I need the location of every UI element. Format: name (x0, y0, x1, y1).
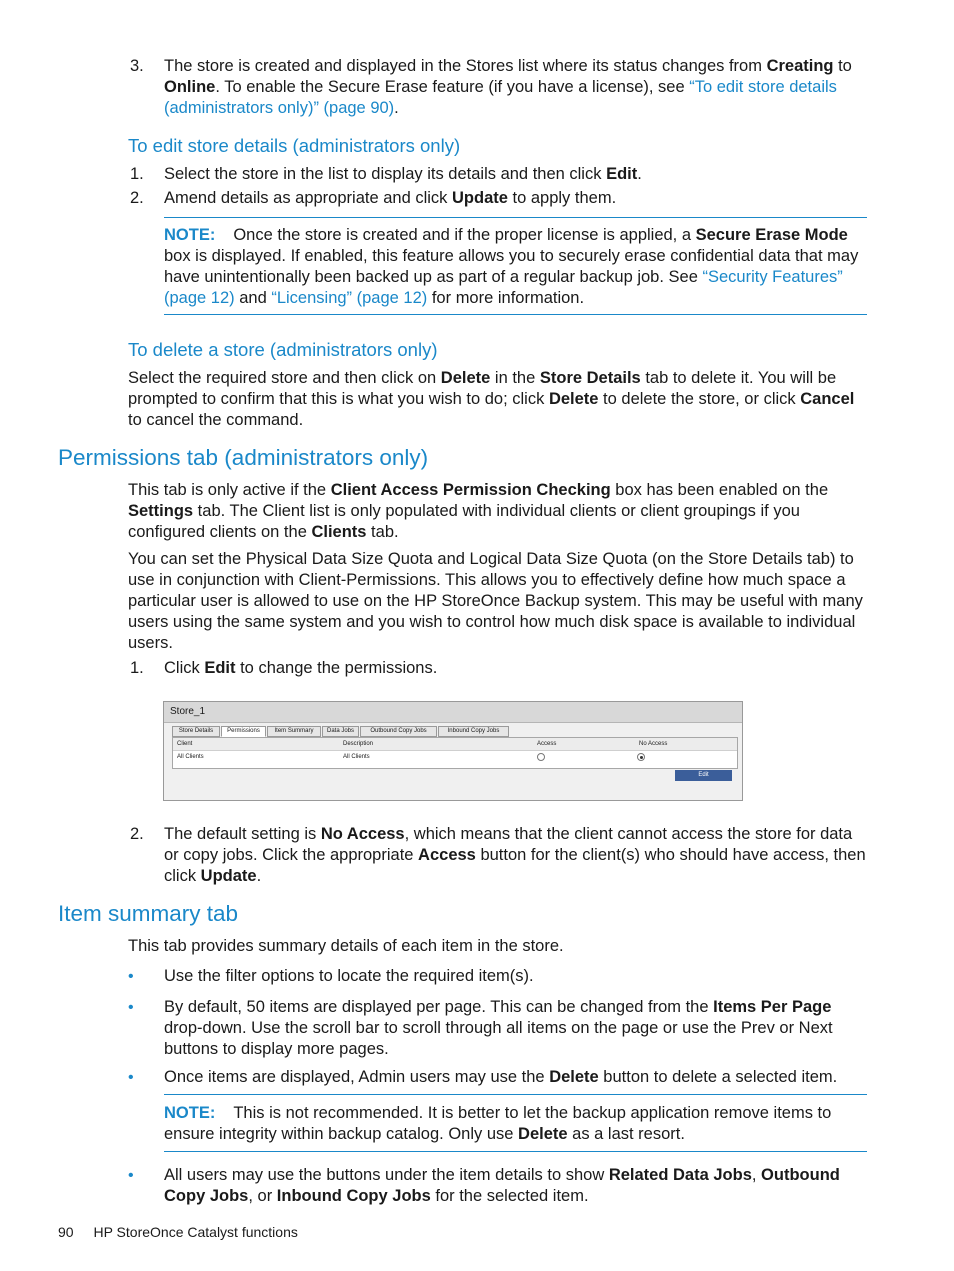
step-number: 2. (130, 825, 144, 843)
tab-inbound-copy-jobs[interactable]: Inbound Copy Jobs (438, 726, 509, 737)
step-number: 1. (130, 659, 144, 677)
store-title-bar: Store_1 (164, 702, 742, 723)
note-text: NOTE: This is not recommended. It is better to let the backup application remove items to ensure integrity within backup catalog. Only use Delete as a last resort. (164, 1104, 832, 1143)
tab-item-summary[interactable]: Item Summary (267, 726, 321, 737)
delete-paragraph: Select the required store and then click on Delete in the Store Details tab to delete it. You will be prompted to confirm that this is what you wish to do; click Delete to delete the store, or click Cancel to cancel the command. (128, 369, 855, 429)
section-heading-item-summary: Item summary tab (58, 901, 239, 926)
tab-outbound-copy-jobs[interactable]: Outbound Copy Jobs (360, 726, 437, 737)
section-heading-permissions: Permissions tab (administrators only) (58, 445, 429, 470)
note-box (164, 217, 867, 315)
note-text: NOTE: Once the store is created and if the proper license is applied, a Secure Erase Mode box is displayed. If enabled, this feature allows you to securely erase confidential data that may have unintentionally been backed up as part of a regular backup job. See “Security Features” (page 12) and “Licensing” (page 12) for more information. (164, 226, 859, 307)
subheading-edit-store: To edit store details (administrators only) (128, 135, 461, 156)
tab-permissions[interactable]: Permissions (221, 726, 266, 737)
edit-button[interactable]: Edit (675, 770, 732, 781)
clients-grid (172, 737, 738, 769)
permissions-step-1: Click Edit to change the permissions. (164, 659, 438, 677)
step-number: 2. (130, 189, 144, 207)
edit-step-1: Select the store in the list to display its details and then click Edit. (164, 165, 642, 183)
subheading-delete-store: To delete a store (administrators only) (128, 339, 438, 360)
page-number: 90 (58, 1224, 74, 1240)
permissions-paragraph-1: This tab is only active if the Client Access Permission Checking box has been enabled on the Settings tab. The Client list is only populated with individual clients or client groupings if you configured clients on the Clients tab. (128, 481, 829, 541)
step-number: 1. (130, 165, 144, 183)
item-summary-bullet-2: By default, 50 items are displayed per page. This can be changed from the Items Per Page drop-down. Use the scroll bar to scroll through all items on the page or use the Prev or Next buttons to display more pages. (164, 998, 833, 1058)
step-3-text: The store is created and displayed in the Stores list where its status changes from Creating to Online. To enable the Secure Erase feature (if you have a license), see “To edit store details (administrators only)” (page 90). (164, 57, 852, 117)
grid-header (173, 738, 737, 751)
item-summary-intro: This tab provides summary details of each item in the store. (128, 937, 564, 955)
permissions-step-2: The default setting is No Access, which means that the client cannot access the store for data or copy jobs. Click the appropriate Access button for the client(s) who should have access, then click Update. (164, 825, 866, 885)
item-summary-bullet-3: Once items are displayed, Admin users may use the Delete button to delete a selected item. (164, 1068, 838, 1086)
footer (58, 1222, 298, 1243)
permissions-screenshot (163, 701, 743, 801)
cross-reference-link[interactable]: “To edit store details (administrators only)” (page 90) (164, 78, 837, 117)
item-summary-bullet-4: All users may use the buttons under the item details to show Related Data Jobs, Outbound Copy Jobs, or Inbound Copy Jobs for the selected item. (164, 1166, 840, 1205)
no-access-radio[interactable] (637, 753, 645, 761)
column-header-no-access[interactable]: No Access (639, 741, 668, 747)
note-label: NOTE: (164, 226, 216, 244)
cell-description: All Clients (343, 754, 370, 760)
access-radio[interactable] (537, 753, 545, 761)
note-box (164, 1094, 867, 1152)
cell-client: All Clients (177, 754, 204, 760)
tab-data-jobs[interactable]: Data Jobs (322, 726, 359, 737)
item-summary-bullet-1: Use the filter options to locate the required item(s). (164, 967, 534, 985)
column-header-description[interactable]: Description (343, 741, 374, 747)
bullet-icon: • (128, 1069, 134, 1086)
cross-reference-link[interactable]: “Licensing” (page 12) (271, 289, 428, 307)
edit-step-2: Amend details as appropriate and click Update to apply them. (164, 189, 617, 207)
bullet-icon: • (128, 1167, 134, 1184)
bullet-icon: • (128, 968, 134, 985)
step-number: 3. (130, 57, 144, 75)
column-header-client[interactable]: Client (177, 741, 193, 747)
permissions-paragraph-2: You can set the Physical Data Size Quota and Logical Data Size Quota (on the Store Details tab) to use in conjunction with Client-Permissions. This allows you to effectively define how much space a particular user is allowed to use on the HP StoreOnce Backup system. This may be useful with many users using the same system and you wish to control how much disk space is available to individual users. (128, 550, 863, 652)
column-header-access[interactable]: Access (537, 741, 557, 747)
footer-title: HP StoreOnce Catalyst functions (93, 1224, 298, 1240)
bullet-icon: • (128, 999, 134, 1016)
cross-reference-link[interactable]: “Security Features” (page 12) (164, 268, 843, 307)
tab-store-details[interactable]: Store Details (172, 726, 220, 737)
note-label: NOTE: (164, 1104, 216, 1122)
